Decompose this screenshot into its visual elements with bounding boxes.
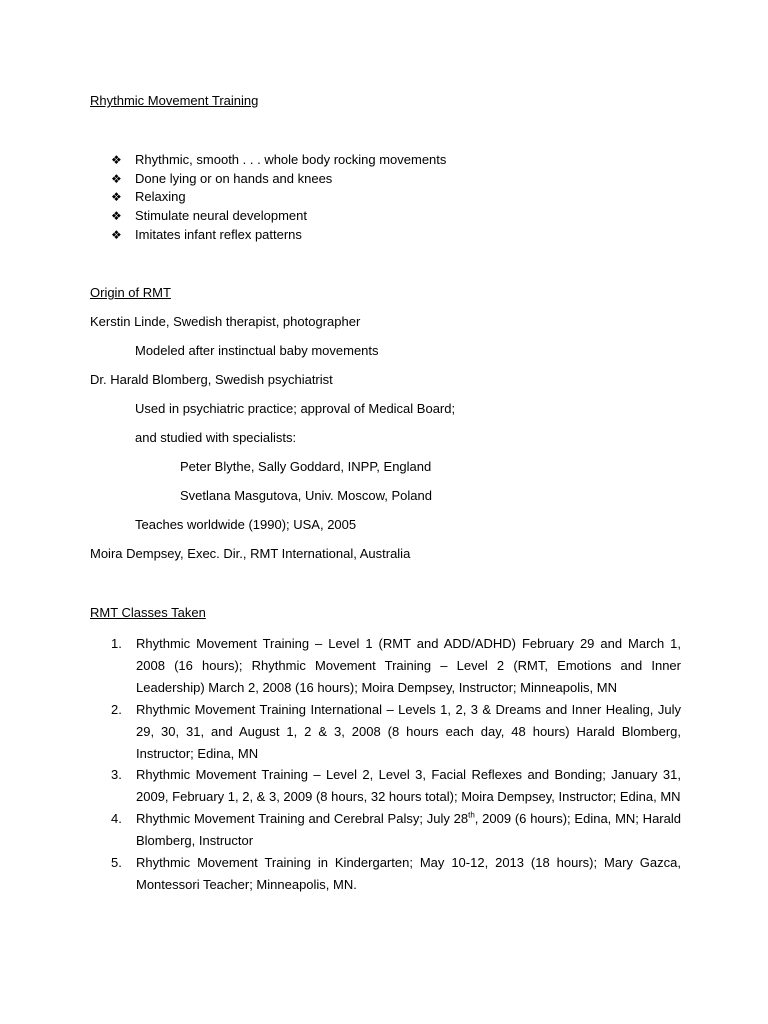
item-text: Rhythmic Movement Training in Kindergarten; May 10-12, 2013 (18 hours); Mary Gazca, Montessori Teacher; Minneapolis, MN. xyxy=(136,855,681,892)
feature-bullet-list xyxy=(111,151,446,244)
origin-line: Teaches worldwide (1990); USA, 2005 xyxy=(135,517,357,532)
item-number: 1. xyxy=(111,636,122,651)
page-title: Rhythmic Movement Training xyxy=(90,93,259,108)
origin-line: Dr. Harald Blomberg, Swedish psychiatrist xyxy=(90,372,333,387)
origin-line: Used in psychiatric practice; approval of Medical Board; xyxy=(135,401,456,416)
list-item xyxy=(111,226,446,245)
item-text-end: , 2009 (6 hours); Edina, MN; Harald Blomberg, Instructor xyxy=(136,811,681,849)
list-item xyxy=(111,852,681,896)
item-text-start: Rhythmic Movement Training and Cerebral Palsy; July 28 xyxy=(136,811,469,827)
list-item xyxy=(111,808,681,852)
bullet-text: Stimulate neural development xyxy=(135,208,307,224)
diamond-bullet-icon: ❖ xyxy=(111,171,122,186)
classes-list xyxy=(111,633,681,896)
bullet-text: Done lying or on hands and knees xyxy=(135,170,333,186)
list-item xyxy=(111,151,446,170)
list-item xyxy=(111,764,681,808)
origin-line: Modeled after instinctual baby movements xyxy=(135,343,379,358)
bullet-text: Relaxing xyxy=(135,189,186,205)
item-number: 5. xyxy=(111,855,122,871)
list-item xyxy=(111,207,446,226)
diamond-bullet-icon: ❖ xyxy=(111,153,122,167)
origin-line: Kerstin Linde, Swedish therapist, photographer xyxy=(90,314,361,329)
item-text: Rhythmic Movement Training International – Levels 1, 2, 3 & Dreams and Inner Healing, July 29, 30, 31, and August 1, 2 & 3, 2008 (8 hours each day, 48 hours) Harald Blomberg, Instructor; Edina, MN xyxy=(136,701,681,761)
origin-line: Peter Blythe, Sally Goddard, INPP, England xyxy=(180,459,432,474)
bullet-text: Imitates infant reflex patterns xyxy=(135,226,302,242)
list-item xyxy=(111,188,446,207)
ordinal-suffix: th xyxy=(468,810,475,820)
origin-line: Moira Dempsey, Exec. Dir., RMT International, Australia xyxy=(90,546,411,561)
bullet-text: Rhythmic, smooth . . . whole body rocking movements xyxy=(135,152,447,167)
diamond-bullet-icon: ❖ xyxy=(111,209,122,224)
classes-heading: RMT Classes Taken xyxy=(90,605,206,620)
list-item xyxy=(111,699,681,765)
item-text xyxy=(136,808,681,852)
diamond-bullet-icon: ❖ xyxy=(111,190,122,205)
origin-line: Svetlana Masgutova, Univ. Moscow, Poland xyxy=(180,488,432,503)
item-number: 4. xyxy=(111,811,122,827)
list-item xyxy=(111,633,681,699)
item-number: 2. xyxy=(111,701,122,717)
diamond-bullet-icon: ❖ xyxy=(111,227,122,242)
origin-line: and studied with specialists: xyxy=(135,430,297,445)
item-text: Rhythmic Movement Training – Level 1 (RMT and ADD/ADHD) February 29 and March 1, 2008 (16 hours); Rhythmic Movement Training – Level 2 (RMT, Emotions and Inner Leadership) March 2, 2008 (16 hours); Moira Dempsey, Instructor; Minneapolis, MN xyxy=(136,636,681,695)
origin-heading: Origin of RMT xyxy=(90,285,171,300)
list-item xyxy=(111,170,446,189)
item-text: Rhythmic Movement Training – Level 2, Level 3, Facial Reflexes and Bonding; January 31, 2009, February 1, 2, & 3, 2009 (8 hours, 32 hours total); Moira Dempsey, Instructor; Edina, MN xyxy=(136,767,681,805)
item-number: 3. xyxy=(111,767,122,783)
